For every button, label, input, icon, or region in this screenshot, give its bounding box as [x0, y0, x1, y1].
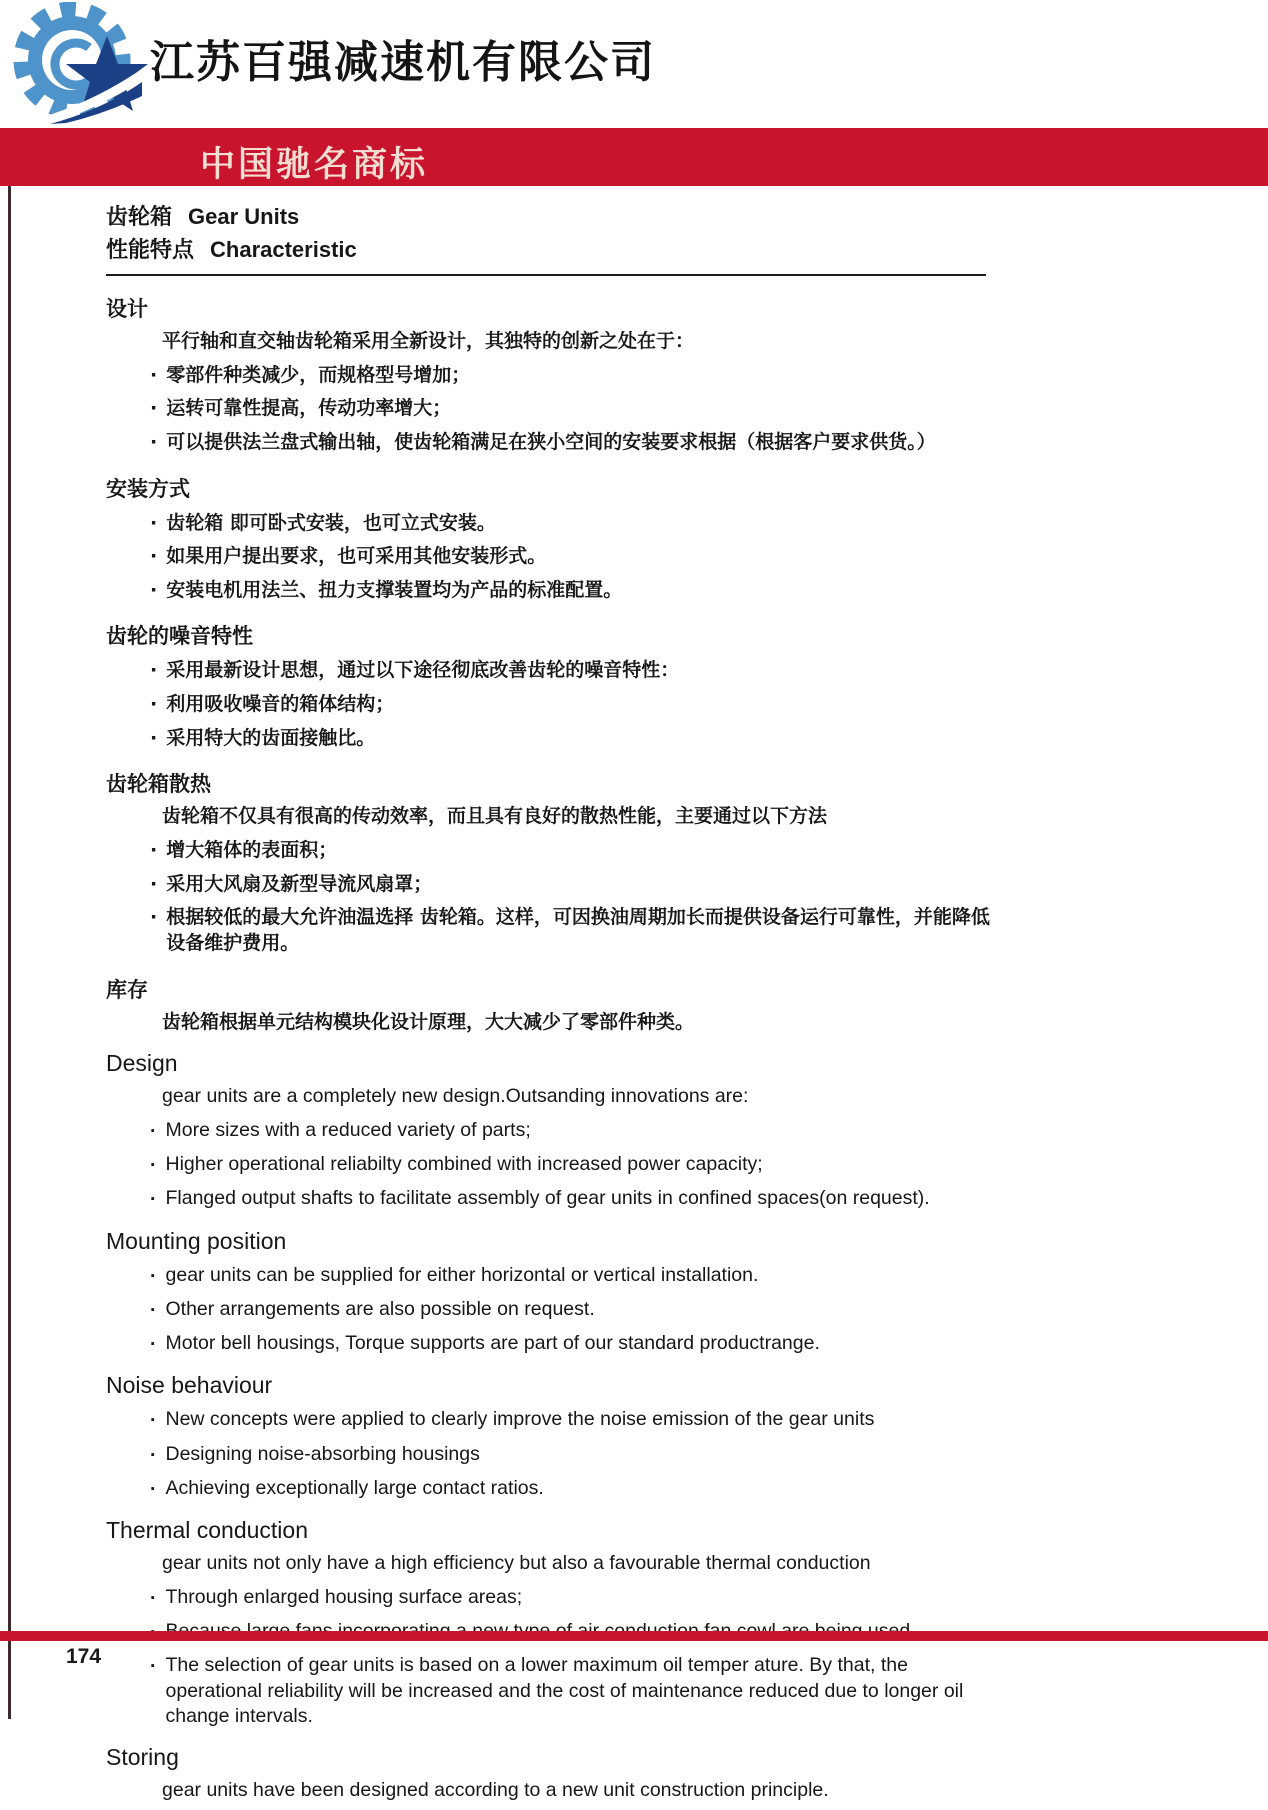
list-item — [150, 544, 990, 570]
bullet-text: 采用最新设计思想，通过以下途径彻底改善齿轮的噪音特性： — [166, 659, 680, 682]
section-design-zh — [106, 293, 990, 456]
list-item — [150, 1585, 990, 1611]
list-item — [150, 1152, 990, 1178]
page-header — [0, 0, 1268, 128]
bullet-dot-icon: · — [150, 511, 158, 534]
list-item — [150, 658, 990, 684]
title-zh: 齿轮箱 — [106, 204, 173, 229]
bullet-text: Motor bell housings, Torque supports are part of our standard productrange. — [165, 1332, 820, 1355]
section-mounting-zh — [106, 473, 990, 604]
section-intro: 齿轮箱根据单元结构模块化设计原理，大大减少了零部件种类。 — [162, 1010, 695, 1033]
section-heading: 齿轮箱散热 — [106, 772, 211, 797]
list-item — [150, 511, 990, 537]
section-intro: gear units are a completely new design.Outsanding innovations are: — [162, 1085, 749, 1108]
bullet-dot-icon: · — [150, 1409, 157, 1432]
bullet-text: Higher operational reliabilty combined with increased power capacity; — [165, 1152, 763, 1175]
page-content — [106, 198, 990, 1810]
bullet-text: 增大箱体的表面积； — [166, 839, 338, 862]
section-thermal-zh — [106, 768, 990, 956]
company-name: 江苏百强减速机有限公司 — [150, 37, 656, 88]
list-item — [150, 872, 990, 898]
section-heading: 安装方式 — [106, 476, 190, 501]
section-mounting-en — [106, 1228, 990, 1358]
banner-label: 中国驰名商标 — [200, 145, 429, 185]
bullet-text: 零部件种类减少，而规格型号增加； — [166, 363, 471, 386]
section-intro: 平行轴和直交轴齿轮箱采用全新设计，其独特的创新之处在于： — [162, 330, 695, 352]
bullet-dot-icon: · — [150, 1188, 157, 1211]
bullet-dot-icon: · — [150, 363, 158, 386]
bullet-text: Achieving exceptionally large contact ratios. — [165, 1477, 544, 1500]
bullet-text: The selection of gear units is based on a lower maximum oil temper ature. By that, the operational reliability will be increased and the cost of maintenance reduced due to longer oil change intervals. — [165, 1654, 964, 1728]
bullet-dot-icon: · — [150, 1153, 157, 1176]
title-divider — [106, 274, 986, 276]
bullet-text: 可以提供法兰盘式输出轴，使齿轮箱满足在狭小空间的安装要求根据（根据客户要求供货。） — [166, 430, 936, 453]
bullet-dot-icon: · — [150, 1655, 157, 1678]
section-storing-en — [106, 1744, 990, 1803]
bullet-text: 如果用户提出要求，也可采用其他安装形式。 — [166, 545, 547, 568]
famous-trademark-banner — [0, 128, 1268, 186]
section-heading: 库存 — [106, 977, 148, 1002]
section-thermal-en — [106, 1517, 990, 1729]
list-item — [150, 1653, 990, 1729]
list-item — [150, 1118, 990, 1144]
bullet-dot-icon: · — [150, 1298, 157, 1321]
bullet-text: Designing noise-absorbing housings — [165, 1442, 480, 1465]
list-item — [150, 396, 990, 422]
list-item — [150, 1186, 990, 1212]
bullet-dot-icon: · — [150, 1264, 157, 1287]
section-noise-en — [106, 1372, 990, 1502]
bullet-dot-icon: · — [150, 693, 158, 716]
section-heading: Design — [106, 1050, 178, 1077]
bullet-text: 利用吸收噪音的箱体结构； — [166, 693, 395, 716]
list-item — [150, 1442, 990, 1468]
list-item — [150, 430, 990, 456]
bullet-text: 采用大风扇及新型导流风扇罩； — [166, 872, 433, 895]
left-page-border — [8, 186, 11, 1719]
section-heading: Thermal conduction — [106, 1517, 308, 1544]
bullet-text: 根据较低的最大允许油温选择 齿轮箱。这样，可因换油周期加长而提供设备运行可靠性，并能降低设备维护费用。 — [166, 906, 990, 954]
list-item — [150, 905, 990, 956]
bullet-text: More sizes with a reduced variety of parts; — [165, 1118, 531, 1141]
bullet-dot-icon: · — [150, 578, 158, 601]
section-heading: Storing — [106, 1744, 179, 1771]
bullet-dot-icon: · — [150, 906, 158, 929]
bullet-dot-icon: · — [150, 872, 158, 895]
section-design-en — [106, 1050, 990, 1212]
list-item — [150, 1331, 990, 1357]
list-item — [150, 363, 990, 389]
subtitle-zh: 性能特点 — [106, 237, 195, 262]
page-number: 174 — [66, 1645, 102, 1668]
bullet-dot-icon: · — [150, 1586, 157, 1609]
bullet-text: 采用特大的齿面接触比。 — [166, 726, 376, 749]
bullet-text: Other arrangements are also possible on request. — [165, 1297, 595, 1320]
list-item — [150, 1263, 990, 1289]
list-item — [150, 838, 990, 864]
bullet-dot-icon: · — [150, 545, 158, 568]
bullet-text: gear units can be supplied for either horizontal or vertical installation. — [165, 1263, 759, 1286]
section-intro: gear units have been designed according to a new unit construction principle. — [162, 1779, 829, 1802]
bullet-dot-icon: · — [150, 1478, 157, 1501]
list-item — [150, 726, 990, 752]
footer-red-bar — [0, 1631, 1268, 1641]
bullet-dot-icon: · — [150, 1443, 157, 1466]
list-item — [150, 1297, 990, 1323]
subtitle-en: Characteristic — [210, 237, 357, 262]
title-en: Gear Units — [188, 204, 300, 229]
bullet-dot-icon: · — [150, 1333, 157, 1356]
bullet-dot-icon: · — [150, 430, 158, 453]
section-intro: 齿轮箱不仅具有很高的传动效率，而且具有良好的散热性能，主要通过以下方法 — [162, 805, 828, 828]
section-noise-zh — [106, 620, 990, 751]
bullet-dot-icon: · — [150, 726, 158, 749]
page-subtitle — [106, 233, 990, 264]
bullet-text: 安装电机用法兰、扭力支撑装置均为产品的标准配置。 — [166, 578, 623, 601]
bullet-text: 齿轮箱 即可卧式安装，也可立式安装。 — [166, 511, 496, 534]
section-heading: 设计 — [106, 297, 148, 321]
section-heading: 齿轮的噪音特性 — [106, 624, 253, 649]
bullet-dot-icon: · — [150, 659, 158, 682]
section-heading: Mounting position — [106, 1227, 287, 1254]
bullet-text: New concepts were applied to clearly improve the noise emission of the gear units — [165, 1408, 875, 1431]
bullet-dot-icon: · — [150, 397, 158, 420]
bullet-dot-icon: · — [150, 1119, 157, 1142]
page-title — [106, 200, 990, 231]
company-logo — [10, 2, 160, 126]
list-item — [150, 578, 990, 604]
section-heading: Noise behaviour — [106, 1372, 273, 1399]
section-storing-zh — [106, 974, 990, 1036]
bullet-text: 运转可靠性提高，传动功率增大； — [166, 397, 452, 420]
list-item — [150, 1476, 990, 1502]
section-intro: gear units not only have a high efficiency but also a favourable thermal conduction — [162, 1552, 871, 1575]
list-item — [150, 692, 990, 718]
bullet-text: Flanged output shafts to facilitate assembly of gear units in confined spaces(on request). — [165, 1187, 930, 1210]
bullet-text: Through enlarged housing surface areas; — [165, 1585, 523, 1608]
list-item — [150, 1407, 990, 1433]
bullet-dot-icon: · — [150, 839, 158, 862]
